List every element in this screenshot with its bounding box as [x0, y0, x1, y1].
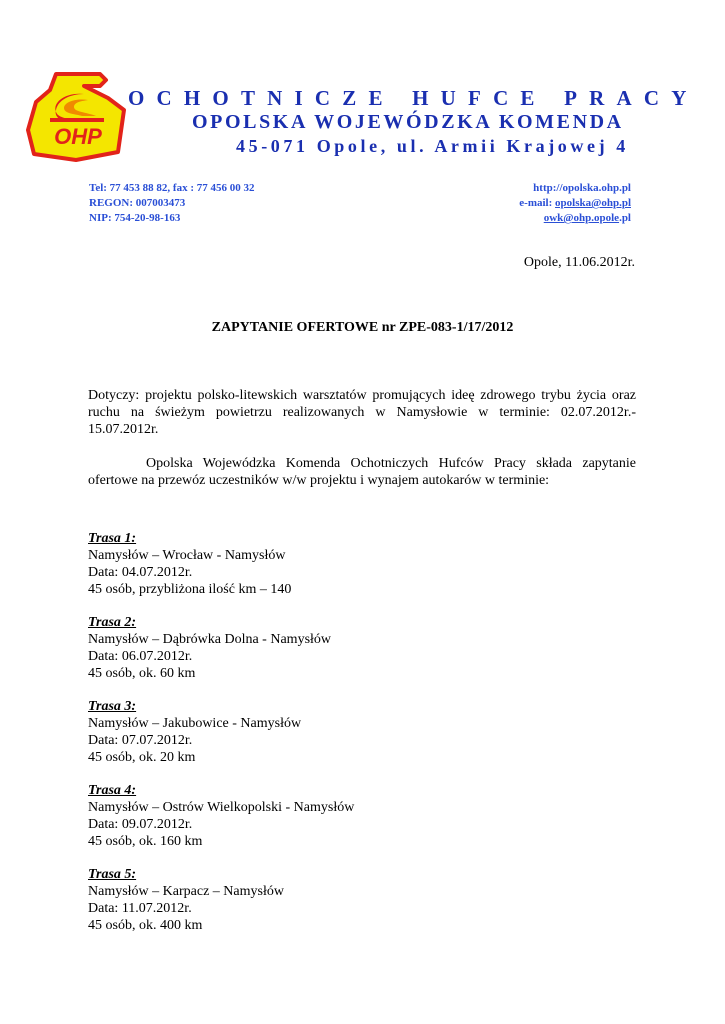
route-block: [88, 866, 284, 934]
route-date: Data: 04.07.2012r.: [88, 565, 193, 580]
email-line: [519, 196, 631, 211]
route-block: [88, 530, 291, 598]
route-title: Trasa 1:: [88, 531, 137, 546]
phone-fax: Tel: 77 453 88 82, fax : 77 456 00 32: [89, 182, 255, 194]
route-title: Trasa 5:: [88, 867, 137, 882]
route-info: 45 osób, ok. 20 km: [88, 750, 196, 765]
route-path: Namysłów – Wrocław - Namysłów: [88, 548, 286, 563]
document-date: Opole, 11.06.2012r.: [523, 255, 635, 270]
route-path: Namysłów – Karpacz – Namysłów: [88, 884, 284, 899]
route-title: Trasa 2:: [88, 615, 137, 630]
route-title: Trasa 3:: [88, 699, 137, 714]
contact-left: [89, 181, 255, 226]
email-link-2-suffix: .pl: [619, 212, 631, 224]
route-path: Namysłów – Dąbrówka Dolna - Namysłów: [88, 632, 332, 647]
route-path: Namysłów – Jakubowice - Namysłów: [88, 716, 302, 731]
logo-text: OHP: [54, 124, 102, 149]
contact-right: [519, 181, 631, 226]
ohp-logo: [26, 72, 126, 162]
subject-paragraph: Dotyczy: projektu polsko-litewskich warsztatów promujących ideę zdrowego trybu życia oraz ruchu na świeżym powietrzu realizowanych w Namysłowie w terminie: 02.07.2012r.- 15.07.2012r.: [88, 388, 636, 437]
route-block: [88, 614, 331, 682]
route-info: 45 osób, ok. 400 km: [88, 918, 203, 933]
regon: REGON: 007003473: [89, 197, 186, 209]
route-info: 45 osób, przybliżona ilość km – 140: [88, 582, 292, 597]
route-block: [88, 698, 301, 766]
route-date: Data: 09.07.2012r.: [88, 817, 193, 832]
organization-name: OCHOTNICZE HUFCE PRACY: [128, 86, 699, 110]
route-date: Data: 11.07.2012r.: [88, 901, 192, 916]
route-block: [88, 782, 354, 850]
email-link-2[interactable]: owk@ohp.opole: [543, 212, 620, 224]
route-path: Namysłów – Ostrów Wielkopolski - Namysłów: [88, 800, 355, 815]
route-title: Trasa 4:: [88, 783, 137, 798]
email-line-2: [519, 211, 631, 226]
route-info: 45 osób, ok. 160 km: [88, 834, 203, 849]
organization-branch: OPOLSKA WOJEWÓDZKA KOMENDA: [192, 111, 624, 133]
website[interactable]: http://opolska.ohp.pl: [533, 182, 631, 194]
request-paragraph: Opolska Wojewódzka Komenda Ochotniczych Hufców Pracy składa zapytanie ofertowe na przewóz uczestników w/w projektu i wynajem autokarów w terminie:: [88, 456, 636, 488]
email-label: e-mail:: [519, 197, 556, 209]
organization-address: 45-071 Opole, ul. Armii Krajowej 4: [236, 136, 629, 156]
route-date: Data: 07.07.2012r.: [88, 733, 193, 748]
document-title: ZAPYTANIE OFERTOWE nr ZPE-083-1/17/2012: [211, 320, 514, 335]
email-link-1[interactable]: opolska@ohp.pl: [555, 197, 631, 209]
route-info: 45 osób, ok. 60 km: [88, 666, 196, 681]
nip: NIP: 754-20-98-163: [89, 212, 181, 224]
route-date: Data: 06.07.2012r.: [88, 649, 193, 664]
